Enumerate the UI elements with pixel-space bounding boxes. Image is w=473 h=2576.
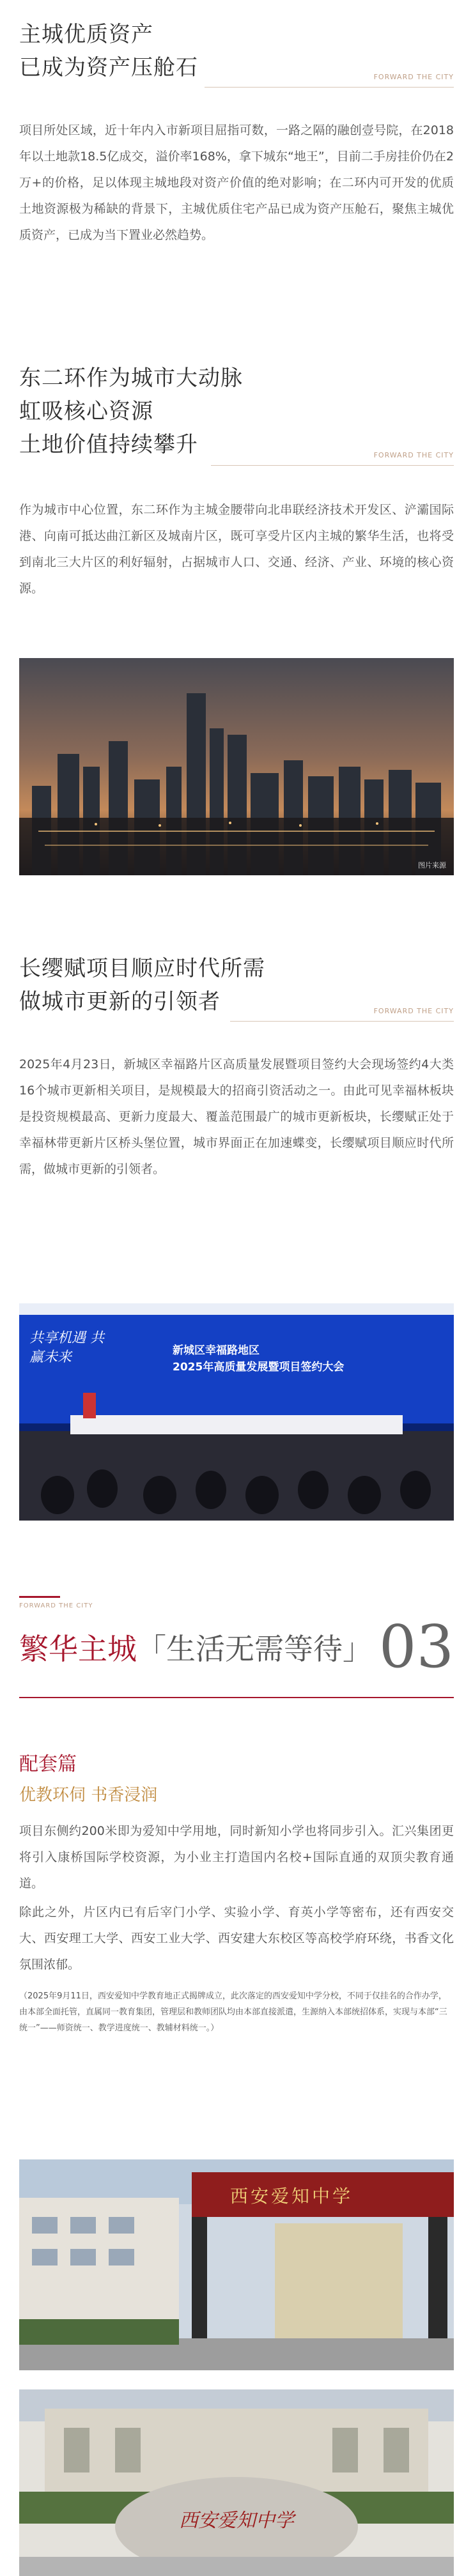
section-paragraph: 2025年4月23日，新城区幸福路片区高质量发展暨项目签约大会现场签约4大类16个城市更新相关项目，是规模最大的招商引资活动之一。由此可见幸福林板块是投资规模最高、更新力度最大、覆盖范围最广的城市更新板块，长缨赋正处于幸福林带更新片区桥头堡位置，城市界面正在加速蝶变，长缨赋项目顺应时代所需，做城市更新的引领者。: [19, 1057, 454, 1176]
chapter-tag: FORWARD THE CITY: [19, 1602, 93, 1609]
education-paragraph-2: 除此之外，片区内已有后宰门小学、实验小学、育英小学等密布，还有西安交大、西安理工大学、西安工业大学、西安建大东校区等高校学府环绕，书香文化氛围浓郁。: [19, 1905, 454, 1972]
photo-credit: 图片来源: [418, 861, 446, 870]
city-skyline-photo: [19, 658, 454, 875]
title-rule: [230, 1021, 454, 1022]
banner-title-line2: 2025年高质量发展暨项目签约大会: [173, 1361, 345, 1374]
section-urban-renewal: [19, 952, 454, 1183]
school-sign: 西安爱知中学: [230, 2186, 353, 2207]
school-stone-illustration: [19, 2389, 454, 2576]
section-paragraph: 项目所处区域，近十年内入市新项目屈指可数，一路之隔的融创壹号院，在2018年以土地款18.5亿成交，溢价率168%，拿下城东“地王”，目前二手房挂价仍在2万+的价格，足以体现主城地段对资产价值的绝对影响；在二环内可开发的优质土地资源极为稀缺的背景下，主城优质住宅产品已成为资产压舱石，聚焦主城优质资产，已成为当下置业必然趋势。: [19, 123, 454, 242]
sub-heading-2: 优教环伺 书香浸润: [19, 1786, 158, 1805]
section-east-ring: [19, 362, 454, 602]
section-tag: FORWARD THE CITY: [373, 73, 454, 81]
chapter-title-quote: 「生活无需等待」: [137, 1632, 372, 1666]
section-title-line2: 已成为资产压舱石: [19, 55, 198, 80]
chapter-title: [19, 1627, 372, 1671]
skyline-illustration: [19, 658, 454, 875]
school-stone-photo: [19, 2389, 454, 2576]
education-paragraph-1: 项目东侧约200米即为爱知中学用地，同时新知小学也将同步引入。汇兴集团更将引入康桥国际学校资源，为小业主打造国内名校+国际直通的双顶尖教育通道。: [19, 1824, 454, 1890]
section-title-line1: 主城优质资产: [19, 22, 153, 47]
section-title-line1: 东二环作为城市大动脉: [19, 365, 243, 391]
chapter-number: 03: [378, 1613, 454, 1681]
school-stone-inscription: 西安爱知中学: [179, 2510, 294, 2532]
section-title-line2: 做城市更新的引领者: [19, 989, 221, 1015]
section-education: [19, 1751, 454, 2036]
section-tag: FORWARD THE CITY: [373, 1007, 454, 1015]
section-tag: FORWARD THE CITY: [373, 451, 454, 459]
chapter-title-main: 繁华主城: [19, 1632, 137, 1666]
footnote: （2025年9月11日，西安爱知中学教育地正式揭牌成立，此次落定的西安爱知中学分校，不同于仅挂名的合作办学，由本部全面托管，直属同一教育集团，管理层和教师团队均由本部直接派遣，生源纳入本部统招体系，实现与本部“三统一”——师资统一、教学进度统一、教辅材料统一。）: [19, 1991, 447, 2033]
section-title-line2: 虹吸核心资源: [19, 399, 153, 424]
chapter-underline: [19, 1697, 454, 1698]
accent-rule: [19, 1596, 60, 1598]
chapter-header: [19, 1596, 454, 1711]
section-title-line1: 长缨赋项目顺应时代所需: [19, 956, 265, 981]
section-title-line3: 土地价值持续攀升: [19, 432, 198, 457]
section-prime-assets: [19, 18, 454, 249]
school-gate-photo: [19, 2159, 454, 2370]
section-paragraph: 作为城市中心位置，东二环作为主城金腰带向北串联经济技术开发区、浐灞国际港、向南可抵达曲江新区及城南片区，既可享受片区内主城的繁华生活，也将受到南北三大片区的利好辐射，占据城市人口、交通、经济、产业、环境的核心资源。: [19, 503, 454, 595]
title-rule: [211, 465, 454, 466]
banner-slogan: 共享机遇 共赢未来: [29, 1330, 104, 1365]
title-rule: [205, 87, 454, 88]
banner-title-line1: 新城区幸福路地区: [173, 1344, 260, 1357]
sub-heading: 配套篇: [19, 1753, 77, 1775]
signing-conference-photo: [19, 1303, 454, 1521]
